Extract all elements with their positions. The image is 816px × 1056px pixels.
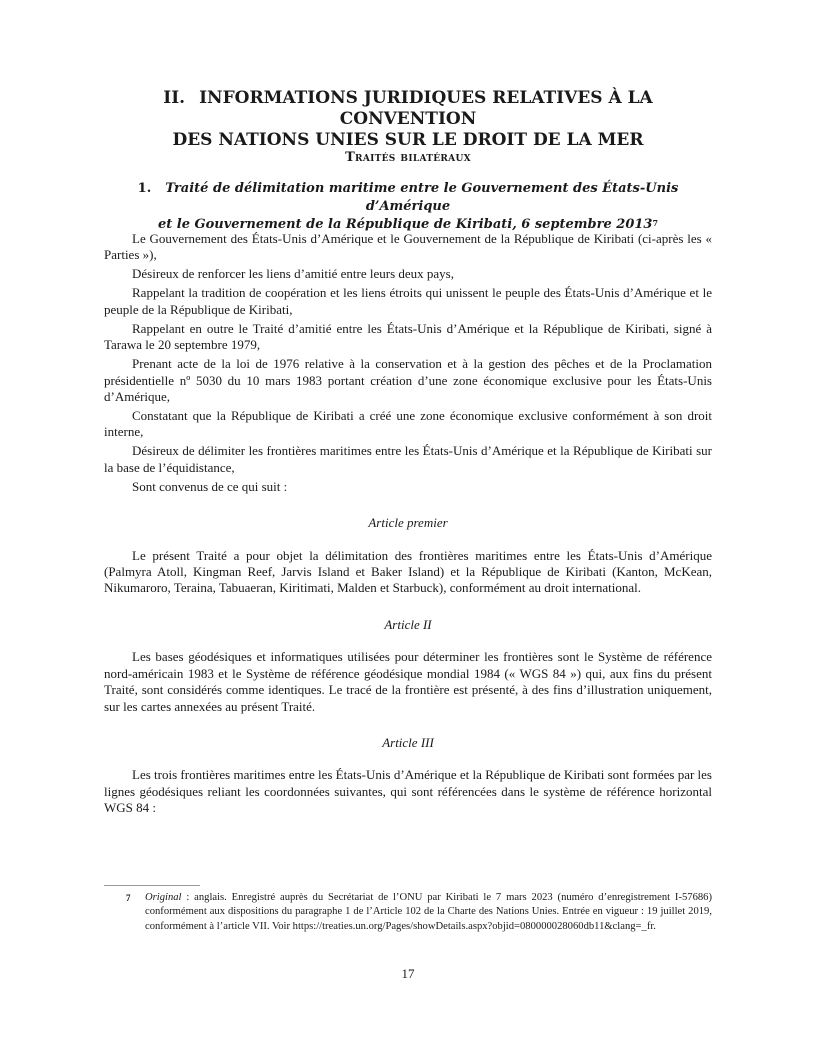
- footnote: [104, 891, 712, 934]
- chapter-heading-line-2: DES NATIONS UNIES SUR LE DROIT DE LA MER: [172, 130, 644, 150]
- preamble-paragraph: Le Gouvernement des États-Unis d’Amérique et le Gouvernement de la République de Kiribati (ci-après les « Parties »),: [104, 231, 712, 263]
- article-paragraph: Les bases géodésiques et informatiques utilisées pour déterminer les frontières sont le Système de référence nord-américain 1983 et le Système de référence géodésique mondial 1984 (« WGS 84 ») qui, aux fins du présent Traité, sont considérés comme identiques. Le tracé de la frontière est présenté, à des fins d’illustration uniquement, sur les cartes annexées au présent Traité.: [104, 649, 712, 714]
- article-paragraph: Les trois frontières maritimes entre les États-Unis d’Amérique et la République de Kiribati sont formées par les lignes géodésiques reliant les coordonnées suivantes, qui sont référencées dans le système de référence horizontal WGS 84 :: [104, 767, 712, 816]
- footnote-number: 7: [126, 893, 131, 903]
- treaty-body: [104, 231, 712, 819]
- treaty-title-line-1: [104, 180, 712, 216]
- chapter-heading-line-1: [104, 88, 712, 130]
- footnote-text: [145, 891, 712, 934]
- article-title: Article premier: [368, 515, 448, 531]
- chapter-number: II.: [163, 88, 186, 108]
- preamble-paragraph: Rappelant en outre le Traité d’amitié entre les États-Unis d’Amérique et la République de Kiribati, signé à Tarawa le 20 septembre 1979,: [104, 320, 712, 353]
- article-title: Article III: [382, 734, 434, 750]
- treaty-number: 1.: [137, 181, 152, 196]
- footnote-reference[interactable]: 7: [652, 218, 659, 228]
- article-paragraph: Le présent Traité a pour objet la délimitation des frontières maritimes entre les États-Unis d’Amérique (Palmyra Atoll, Kingman Reef, Jarvis Island et Baker Island) et la République de Kiribati (Kanton, McKean, Nikumaroro, Teraina, Tabuaeran, Kiritimati, Malden et Starbuck), conformément au droit international.: [104, 547, 712, 596]
- chapter-heading-text-1: INFORMATIONS JURIDIQUES RELATIVES À LA CONVENTION: [199, 88, 653, 129]
- footnote-divider: [104, 885, 200, 886]
- treaty-title: [104, 180, 712, 234]
- preamble-paragraph: Désireux de renforcer les liens d’amitié entre leurs deux pays,: [132, 266, 454, 282]
- preamble-paragraph: Sont convenus de ce qui suit :: [132, 478, 288, 494]
- preamble-paragraph: Rappelant la tradition de coopération et les liens étroits qui unissent le peuple des États-Unis d’Amérique et le peuple de la République de Kiribati,: [104, 285, 712, 317]
- treaty-title-text-1: Traité de délimitation maritime entre le Gouvernement des États-Unis d’Amérique: [165, 181, 679, 214]
- page-number: 17: [401, 966, 415, 981]
- footnote-body: : anglais. Enregistré auprès du Secrétariat de l’ONU par Kiribati le 7 mars 2023 (numéro d’enregistrement I-57686) conformément aux dispositions du paragraphe 1 de l’Article 102 de la Charte des Nations Unies. Entrée en vigueur : 19 juillet 2019, conformément à l’article VII. Voir https://treaties.un.org/Pages/showDetails.aspx?objid=080000028060db11&clang=_fr.: [145, 892, 712, 932]
- preamble-paragraph: Prenant acte de la loi de 1976 relative à la conservation et à la gestion des pêches et de la Proclamation présidentielle nº 5030 du 10 mars 1983 portant création d’une zone économique exclusive pour les États-Unis d’Amérique,: [104, 356, 712, 405]
- treaty-title-text-2: et le Gouvernement de la République de Kiribati, 6 septembre 2013: [157, 217, 653, 232]
- article-title: Article II: [384, 616, 432, 632]
- preamble-paragraph: Constatant que la République de Kiribati a créé une zone économique exclusive conformément à son droit interne,: [104, 408, 712, 440]
- footnote-original-label: Original: [145, 892, 182, 903]
- section-title: Traités bilatéraux: [345, 150, 471, 165]
- chapter-heading: [104, 88, 712, 151]
- preamble-paragraph: Désireux de délimiter les frontières maritimes entre les États-Unis d’Amérique et la République de Kiribati sur la base de l’équidistance,: [104, 443, 712, 475]
